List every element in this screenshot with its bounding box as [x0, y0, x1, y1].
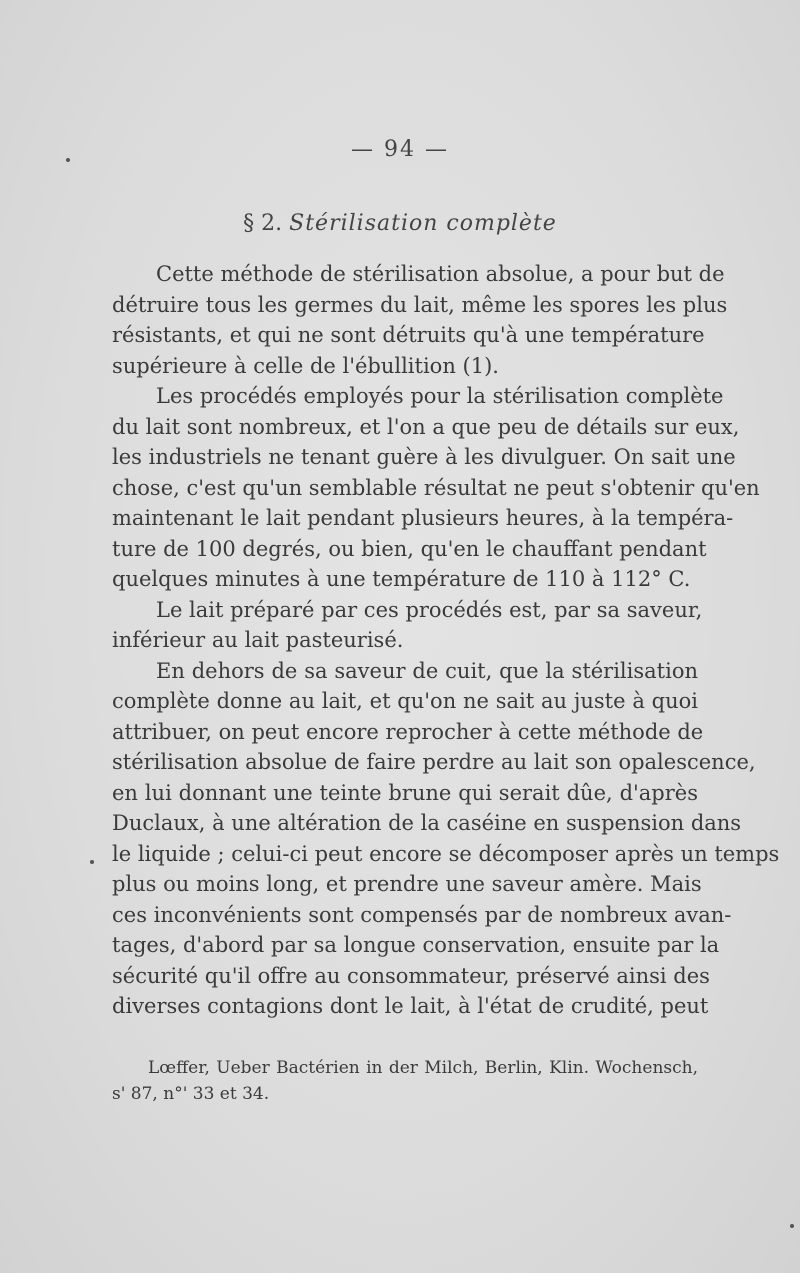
- section-marker: § 2.: [243, 211, 283, 236]
- paper-speck: [790, 1224, 794, 1228]
- text-line: complète donne au lait, et qu'on ne sait au juste à quoi: [112, 689, 698, 713]
- section-heading: [0, 211, 800, 236]
- text-line: En dehors de sa saveur de cuit, que la stérilisation: [156, 658, 698, 683]
- page-number: — 94 —: [351, 137, 449, 162]
- text-line: stérilisation absolue de faire perdre au lait son opalescence,: [112, 750, 756, 774]
- text-line: ces inconvénients sont compensés par de nombreux avan-: [112, 902, 732, 927]
- section-title: Stérilisation complète: [289, 211, 557, 236]
- text-line: attribuer, on peut encore reprocher à cette méthode de: [112, 719, 704, 744]
- paper-speck: [90, 860, 94, 864]
- footnote-line: s' 87, n°' 33 et 34.: [112, 1084, 270, 1104]
- text-line: en lui donnant une teinte brune qui serait dûe, d'après: [112, 780, 698, 805]
- text-line: ture de 100 degrés, ou bien, qu'en le chauffant pendant: [112, 536, 707, 561]
- footnote: [112, 1055, 698, 1107]
- text-line: le liquide ; celui-ci peut encore se décomposer après un temps: [112, 841, 780, 866]
- text-line: Le lait préparé par ces procédés est, par sa saveur,: [156, 597, 703, 622]
- body-text: [112, 259, 780, 1022]
- text-line: Les procédés employés pour la stérilisation complète: [156, 384, 724, 408]
- text-line: plus ou moins long, et prendre une saveur amère. Mais: [112, 872, 702, 896]
- text-line: inférieur au lait pasteurisé.: [112, 628, 404, 652]
- text-line: Cette méthode de stérilisation absolue, a pour but de: [156, 262, 725, 286]
- text-line: détruire tous les germes du lait, même les spores les plus: [112, 292, 728, 317]
- text-line: résistants, et qui ne sont détruits qu'à une température: [112, 323, 705, 347]
- text-line: les industriels ne tenant guère à les divulguer. On sait une: [112, 445, 736, 469]
- text-line: sécurité qu'il offre au consommateur, préservé ainsi des: [112, 963, 710, 988]
- text-line: maintenant le lait pendant plusieurs heures, à la tempéra-: [112, 506, 734, 530]
- text-line: Duclaux, à une altération de la caséine en suspension dans: [112, 811, 742, 835]
- text-line: supérieure à celle de l'ébullition (1).: [112, 353, 499, 378]
- text-line: du lait sont nombreux, et l'on a que peu de détails sur eux,: [112, 414, 740, 439]
- text-line: diverses contagions dont le lait, à l'état de crudité, peut: [112, 994, 709, 1018]
- text-line: quelques minutes à une température de 110 à 112° C.: [112, 567, 691, 591]
- footnote-line: Lœffer, Ueber Bactérien in der Milch, Berlin, Klin. Wochensch,: [148, 1058, 698, 1078]
- text-line: chose, c'est qu'un semblable résultat ne peut s'obtenir qu'en: [112, 475, 760, 500]
- text-line: tages, d'abord par sa longue conservation, ensuite par la: [112, 933, 720, 957]
- paper-speck: [66, 158, 70, 162]
